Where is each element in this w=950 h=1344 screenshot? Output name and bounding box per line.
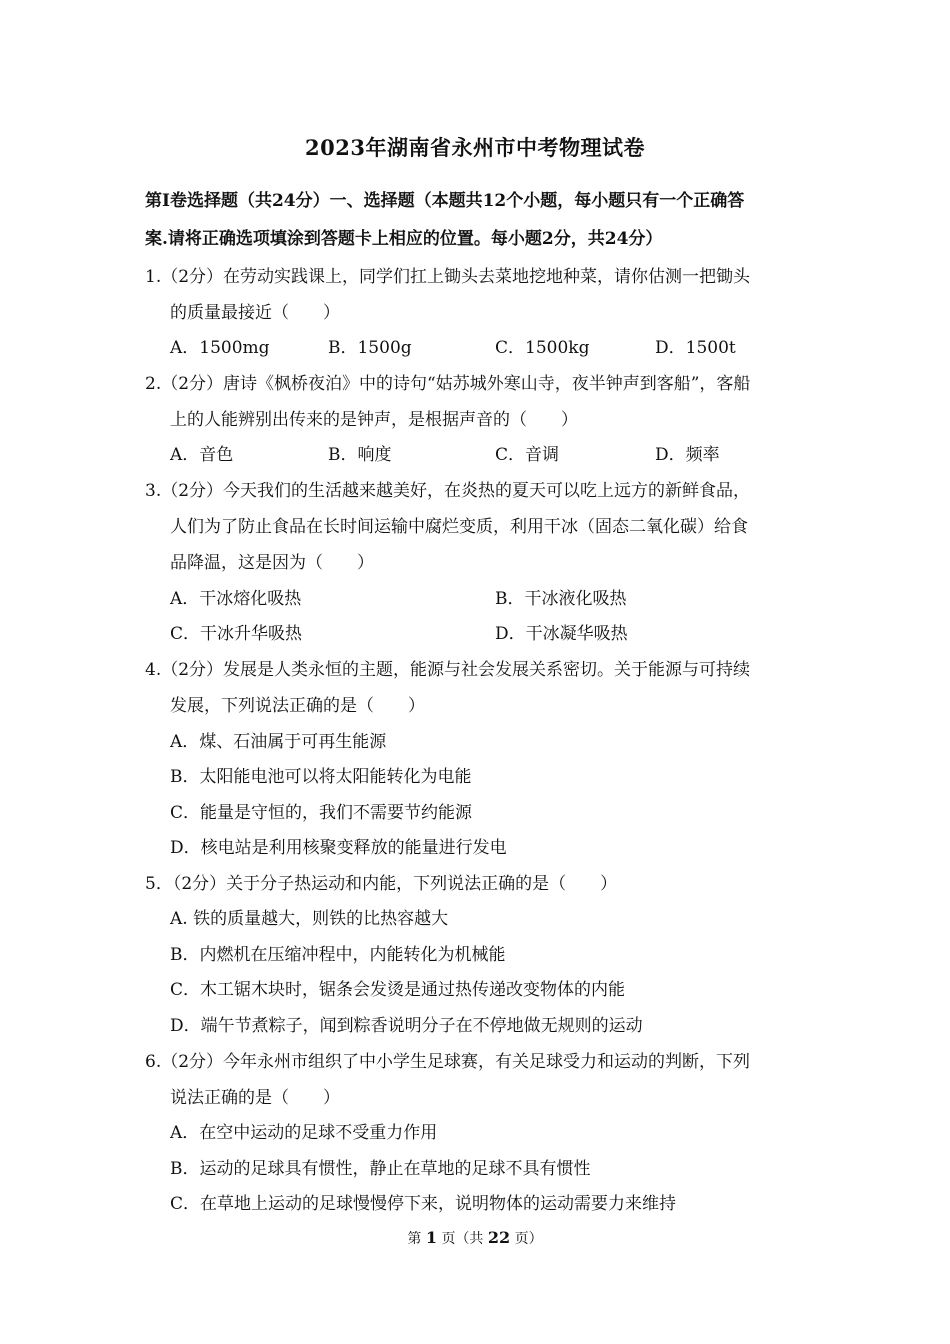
footer-total-pages: 22	[487, 1228, 511, 1247]
question-3-option-b[interactable]: B．干冰液化吸热	[495, 589, 627, 609]
question-4-line-2: 发展，下列说法正确的是（ ）	[170, 696, 425, 716]
question-1-option-d[interactable]: D．1500t	[655, 338, 736, 358]
question-5-option-b[interactable]: B．内燃机在压缩冲程中，内能转化为机械能	[170, 945, 506, 965]
question-5-option-d[interactable]: D．端午节煮粽子，闻到粽香说明分子在不停地做无规则的运动	[170, 1016, 643, 1036]
question-3-line-1: 3.（2分）今天我们的生活越来越美好，在炎热的夏天可以吃上远方的新鲜食品，	[145, 481, 751, 501]
question-5-option-c[interactable]: C．木工锯木块时，锯条会发烫是通过热传递改变物体的内能	[170, 980, 626, 1000]
question-2-option-b[interactable]: B．响度	[328, 445, 392, 465]
question-1-option-a[interactable]: A．1500mg	[170, 338, 270, 358]
footer-middle: 页（共	[441, 1231, 484, 1247]
question-1-option-b[interactable]: B．1500g	[328, 338, 412, 358]
question-2-line-2: 上的人能辨别出传来的是钟声，是根据声音的（ ）	[170, 410, 578, 430]
question-6-option-c[interactable]: C．在草地上运动的足球慢慢停下来，说明物体的运动需要力来维持	[170, 1194, 677, 1214]
section-heading-line-1: 第Ⅰ卷选择题（共24分）一、选择题（本题共12个小题，每小题只有一个正确答	[145, 191, 745, 211]
question-3-option-a[interactable]: A．干冰熔化吸热	[170, 589, 302, 609]
footer-page-number: 1	[425, 1228, 437, 1247]
question-2-line-1: 2.（2分）唐诗《枫桥夜泊》中的诗句“姑苏城外寒山寺，夜半钟声到客船”，客船	[145, 374, 751, 394]
question-6-option-a[interactable]: A．在空中运动的足球不受重力作用	[170, 1123, 438, 1143]
question-1-option-c[interactable]: C．1500kg	[495, 338, 590, 358]
question-4-option-b[interactable]: B．太阳能电池可以将太阳能转化为电能	[170, 767, 472, 787]
question-6-line-2: 说法正确的是（ ）	[170, 1088, 340, 1108]
question-3-option-d[interactable]: D．干冰凝华吸热	[495, 624, 628, 644]
question-4-option-c[interactable]: C．能量是守恒的，我们不需要节约能源	[170, 803, 473, 823]
question-2-option-a[interactable]: A．音色	[170, 445, 234, 465]
question-2-option-c[interactable]: C．音调	[495, 445, 560, 465]
question-3-option-c[interactable]: C．干冰升华吸热	[170, 624, 303, 644]
question-4-option-d[interactable]: D．核电站是利用核聚变释放的能量进行发电	[170, 838, 507, 858]
question-1-line-1: 1.（2分）在劳动实践课上，同学们扛上锄头去菜地挖地种菜，请你估测一把锄头	[145, 267, 751, 287]
question-6-line-1: 6.（2分）今年永州市组织了中小学生足球赛，有关足球受力和运动的判断，下列	[145, 1052, 751, 1072]
question-4-line-1: 4.（2分）发展是人类永恒的主题，能源与社会发展关系密切。关于能源与可持续	[145, 660, 751, 680]
question-5-line-1: 5．（2分）关于分子热运动和内能，下列说法正确的是（ ）	[145, 874, 618, 894]
question-3-line-3: 品降温，这是因为（ ）	[170, 553, 374, 573]
question-3-line-2: 人们为了防止食品在长时间运输中腐烂变质，利用干冰（固态二氧化碳）给食	[170, 517, 748, 537]
question-6-option-b[interactable]: B．运动的足球具有惯性，静止在草地的足球不具有惯性	[170, 1159, 591, 1179]
page-title: 2023年湖南省永州市中考物理试卷	[305, 135, 645, 160]
footer-prefix: 第	[407, 1231, 422, 1247]
footer-suffix: 页）	[514, 1231, 543, 1247]
section-heading-line-2: 案.请将正确选项填涂到答题卡上相应的位置。每小题2分，共24分）	[145, 229, 663, 249]
question-4-option-a[interactable]: A．煤、石油属于可再生能源	[170, 732, 387, 752]
question-5-option-a[interactable]: A. 铁的质量越大，则铁的比热容越大	[170, 909, 449, 929]
question-1-line-2: 的质量最接近（ ）	[170, 303, 340, 323]
question-2-option-d[interactable]: D．频率	[655, 445, 720, 465]
page-footer	[0, 1228, 950, 1248]
